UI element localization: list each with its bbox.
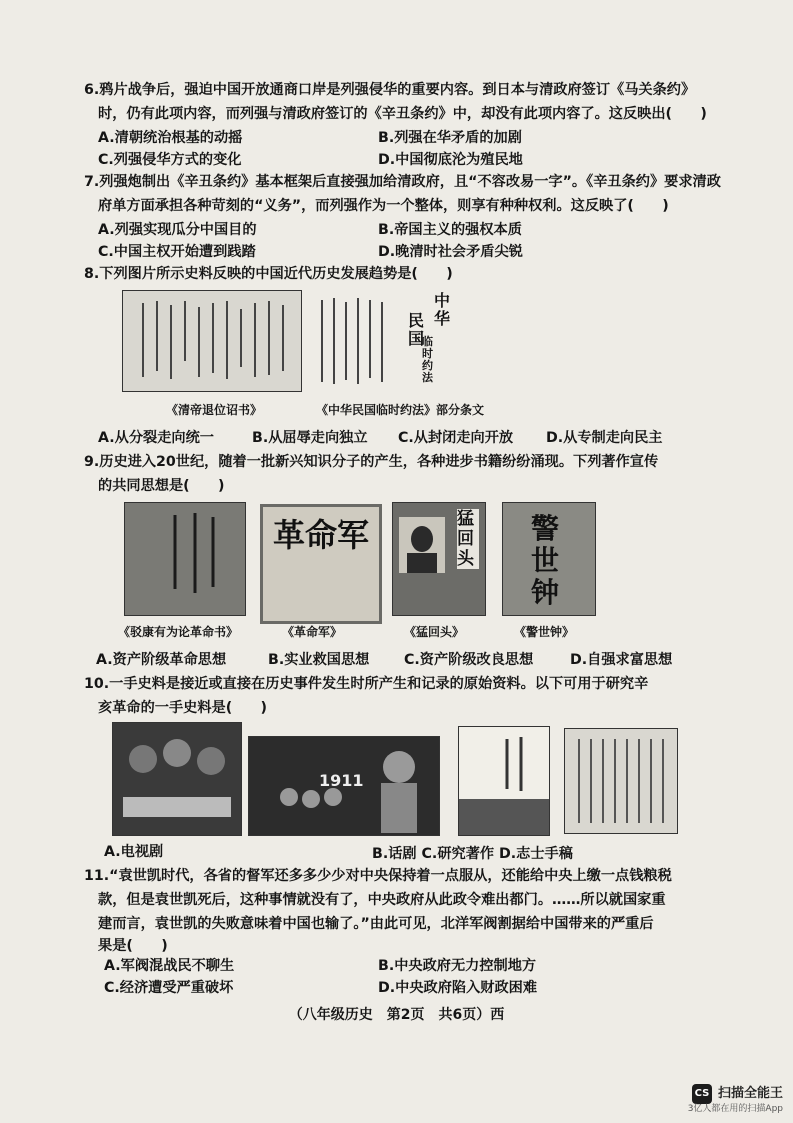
stage-play-image — [248, 736, 440, 836]
q9-stem-line1: 9.历史进入20世纪，随着一批新兴知识分子的产生，各种进步书籍纷纷涌现。下列著作宣传 — [84, 454, 659, 470]
tv-drama-graphic — [113, 723, 241, 835]
book-cover-2-title: 革命军 — [272, 516, 369, 554]
camscanner-logo-icon: CS — [692, 1084, 712, 1104]
q7-stem-line2: 府单方面承担各种苛刻的“义务”，而列强作为一个整体，则享有种种权利。这反映了( ) — [98, 198, 669, 214]
handwritten-manuscript-image — [564, 728, 678, 834]
q7-option-c: C.中国主权开始遭到践踏 — [98, 244, 256, 260]
q6-stem-line1: 6.鸦片战争后，强迫中国开放通商口岸是列强侵华的重要内容。到日本与清政府签订《马关条约》 — [84, 82, 696, 98]
q9-caption-3: 《猛回头》 — [404, 625, 465, 639]
q8-stem: 8.下列图片所示史料反映的中国近代历史发展趋势是( ) — [84, 266, 453, 282]
q10-option-a: A.电视剧 — [104, 844, 164, 860]
provisional-constitution-image — [312, 292, 462, 390]
edict-columns-graphic — [123, 291, 301, 391]
author-portrait — [399, 517, 445, 573]
q10-options-bcd: B.话剧 C.研究著作 D.志士手稿 — [372, 846, 573, 862]
abdication-edict-image — [122, 290, 302, 392]
q8-option-c: C.从封闭走向开放 — [398, 430, 514, 446]
q8-option-a: A.从分裂走向统一 — [98, 430, 214, 446]
q7-option-d: D.晚清时社会矛盾尖锐 — [378, 244, 523, 260]
q6-option-b: B.列强在华矛盾的加剧 — [378, 130, 522, 146]
q11-stem-line4: 果是( ) — [98, 938, 168, 954]
q9-option-a: A.资产阶级革命思想 — [96, 652, 227, 668]
q11-stem-line3: 建而言，袁世凯的失败意味着中国也输了。”由此可见，北洋军阀割据给中国带来的严重后 — [98, 916, 654, 932]
book-cover-1-title-graphic — [125, 503, 245, 615]
q6-option-a: A.清朝统治根基的动摇 — [98, 130, 243, 146]
q11-option-c: C.经济遭受严重破坏 — [104, 980, 234, 996]
page-footer: （八年级历史 第2页 共6页）西 — [288, 1007, 505, 1023]
q7-stem-line1: 7.列强炮制出《辛丑条约》基本框架后直接强加给清政府，且“不容改易一字”。《辛丑条约》要求清政 — [84, 174, 721, 190]
q10-stem-line2: 亥革命的一手史料是( ) — [98, 700, 268, 716]
q8-caption-1: 《清帝退位诏书》 — [166, 403, 263, 417]
q8-caption-2: 《中华民国临时约法》部分条文 — [316, 403, 485, 417]
research-book-title-graphic — [459, 727, 549, 799]
research-book-photo-band — [459, 799, 549, 835]
manuscript-columns-graphic — [565, 729, 677, 833]
constitution-title-col3: 临时约法 — [422, 335, 433, 384]
q11-option-d: D.中央政府陷入财政困难 — [378, 980, 538, 996]
q9-option-c: C.资产阶级改良思想 — [404, 652, 534, 668]
scanner-brand-name: 扫描全能王 — [717, 1086, 783, 1101]
q9-option-d: D.自强求富思想 — [570, 652, 673, 668]
constitution-title-col2: 民国 — [408, 311, 425, 348]
q9-stem-line2: 的共同思想是( ) — [98, 478, 225, 494]
book-cover-2 — [260, 504, 382, 624]
book-cover-3-title: 猛回头 — [457, 509, 479, 569]
q11-stem-line1: 11.“袁世凯时代，各省的督军还多多少少对中央保持着一点服从，还能给中央上缴一点钱粮税 — [84, 868, 672, 884]
book-cover-4 — [502, 502, 596, 616]
book-cover-4-title: 警世钟 — [531, 512, 560, 609]
q8-option-d: D.从专制走向民主 — [546, 430, 663, 446]
q8-option-b: B.从屈辱走向独立 — [252, 430, 368, 446]
q9-option-b: B.实业救国思想 — [268, 652, 370, 668]
q6-stem-line2: 时，仍有此项内容，而列强与清政府签订的《辛丑条约》中，却没有此项内容了。这反映出( ) — [98, 106, 707, 122]
q9-caption-1: 《驳康有为论革命书》 — [118, 625, 239, 639]
q11-option-b: B.中央政府无力控制地方 — [378, 958, 537, 974]
portrait-graphic — [399, 517, 445, 573]
scanner-tagline: 3亿人都在用的扫描App — [687, 1104, 783, 1114]
q6-option-c: C.列强侵华方式的变化 — [98, 152, 242, 168]
q11-stem-line2: 款，但是袁世凯死后，这种事情就没有了，中央政府从此政令难出都门。……所以就国家重 — [98, 892, 666, 908]
tv-drama-image — [112, 722, 242, 836]
book-cover-1 — [124, 502, 246, 616]
q6-option-d: D.中国彻底沦为殖民地 — [378, 152, 523, 168]
q11-option-a: A.军阀混战民不聊生 — [104, 958, 235, 974]
constitution-title-col1: 中华 — [434, 291, 451, 328]
q7-option-a: A.列强实现瓜分中国目的 — [98, 222, 257, 238]
q9-caption-4: 《警世钟》 — [514, 625, 575, 639]
stage-play-year: 1911 — [319, 771, 364, 790]
q7-option-b: B.帝国主义的强权本质 — [378, 222, 522, 238]
q9-caption-2: 《革命军》 — [282, 625, 343, 639]
research-book-image — [458, 726, 550, 836]
q10-stem-line1: 10.一手史料是接近或直接在历史事件发生时所产生和记录的原始资料。以下可用于研究辛 — [84, 676, 649, 692]
book-cover-3 — [392, 502, 486, 616]
